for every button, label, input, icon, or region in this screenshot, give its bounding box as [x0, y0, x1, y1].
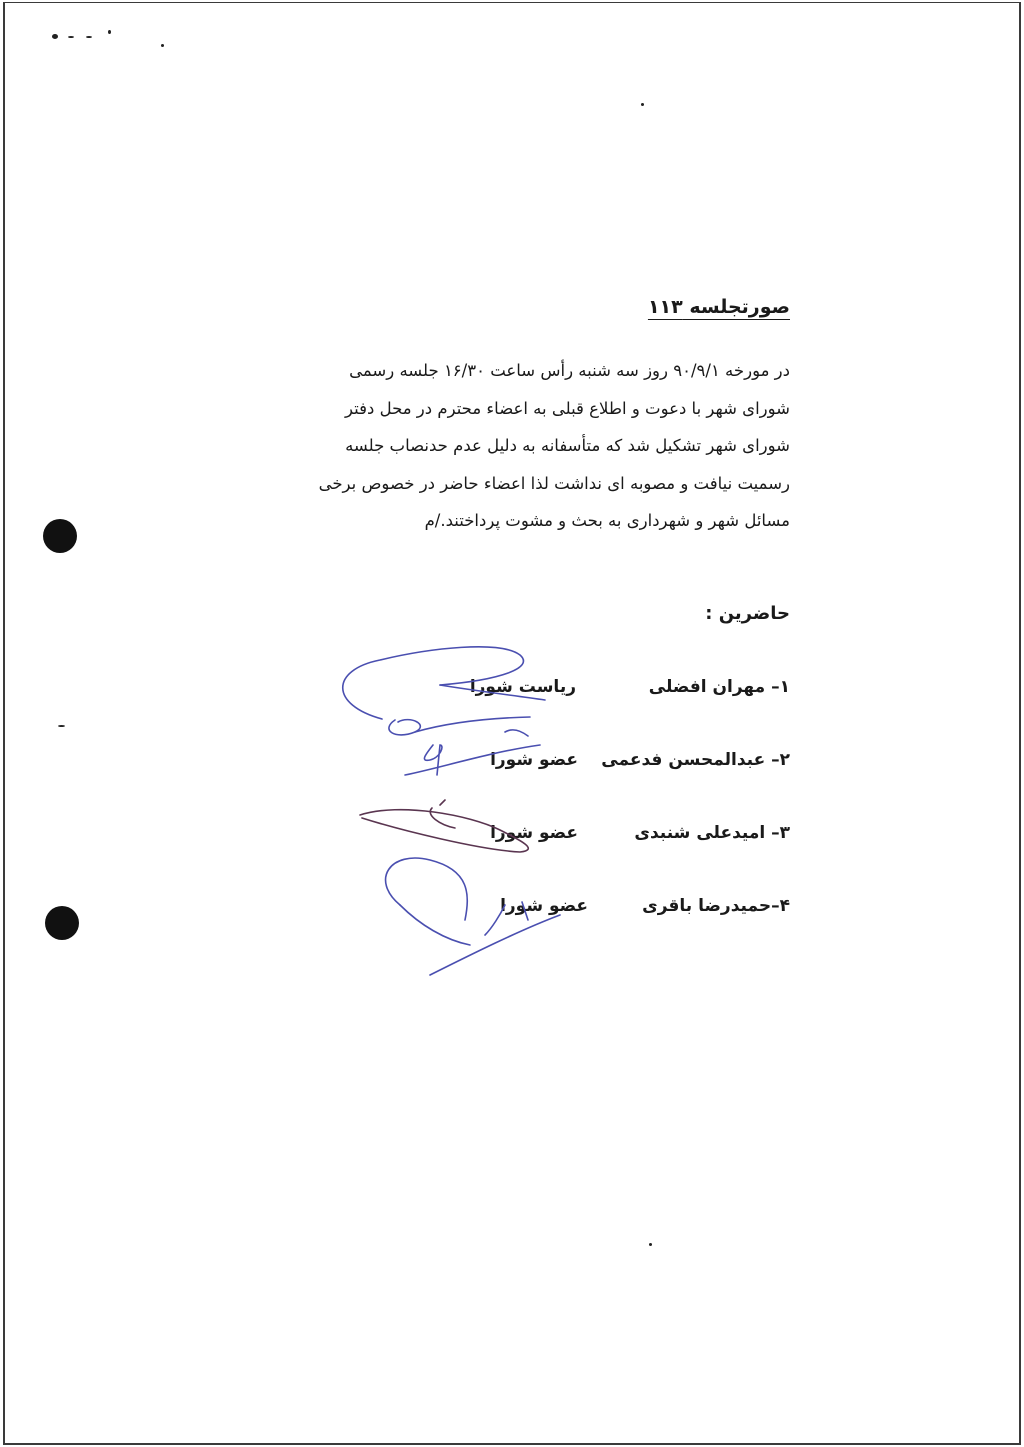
body-line: رسمیت نیافت و مصوبه ای نداشت لذا اعضاء حاضر در خصوص برخی	[318, 473, 790, 493]
punch-hole-bottom	[45, 906, 79, 940]
attendee-role: عضو شورا	[490, 750, 578, 770]
attendee-name: ۲– عبدالمحسن فدعمی	[601, 750, 790, 770]
body-line: شورای شهر با دعوت و اطلاع قبلی به اعضاء محترم در محل دفتر	[345, 398, 790, 418]
attendee-name: ۱– مهران افضلی	[648, 677, 790, 697]
attendee-row	[240, 750, 790, 780]
attendee-row	[240, 677, 790, 707]
minutes-body	[240, 352, 790, 540]
scan-speck	[161, 44, 164, 47]
attendees-heading: حاضرین :	[705, 603, 790, 624]
scan-speck	[649, 1243, 652, 1246]
attendee-row	[240, 896, 790, 926]
body-line: شورای شهر تشکیل شد که متأسفانه به دلیل عدم حدنصاب جلسه	[345, 436, 790, 456]
attendee-name: ۴–حمیدرضا باقری	[642, 896, 790, 916]
scan-speck	[86, 36, 92, 38]
attendee-role: ریاست شورا	[469, 677, 576, 697]
scan-speck	[641, 103, 644, 106]
scan-speck	[58, 725, 65, 727]
body-line: مسائل شهر و شهرداری به بحث و مشوت پرداختند./م	[424, 511, 790, 531]
document-title: صورتجلسه ۱۱۳	[647, 296, 790, 318]
attendee-name: ۳– امیدعلی شنبدی	[634, 823, 790, 843]
scan-speck	[108, 30, 111, 34]
scan-speck	[52, 34, 58, 39]
body-line: در مورخه ۹۰/۹/۱ روز سه شنبه رأس ساعت ۱۶/۳۰ جلسه رسمی	[349, 361, 790, 380]
attendee-role: عضو شورا	[490, 823, 578, 843]
scan-speck	[68, 36, 74, 38]
attendee-role: عضو شورا	[500, 896, 588, 916]
page-border	[3, 2, 1021, 1445]
punch-hole-top	[43, 519, 77, 553]
attendee-row	[240, 823, 790, 853]
